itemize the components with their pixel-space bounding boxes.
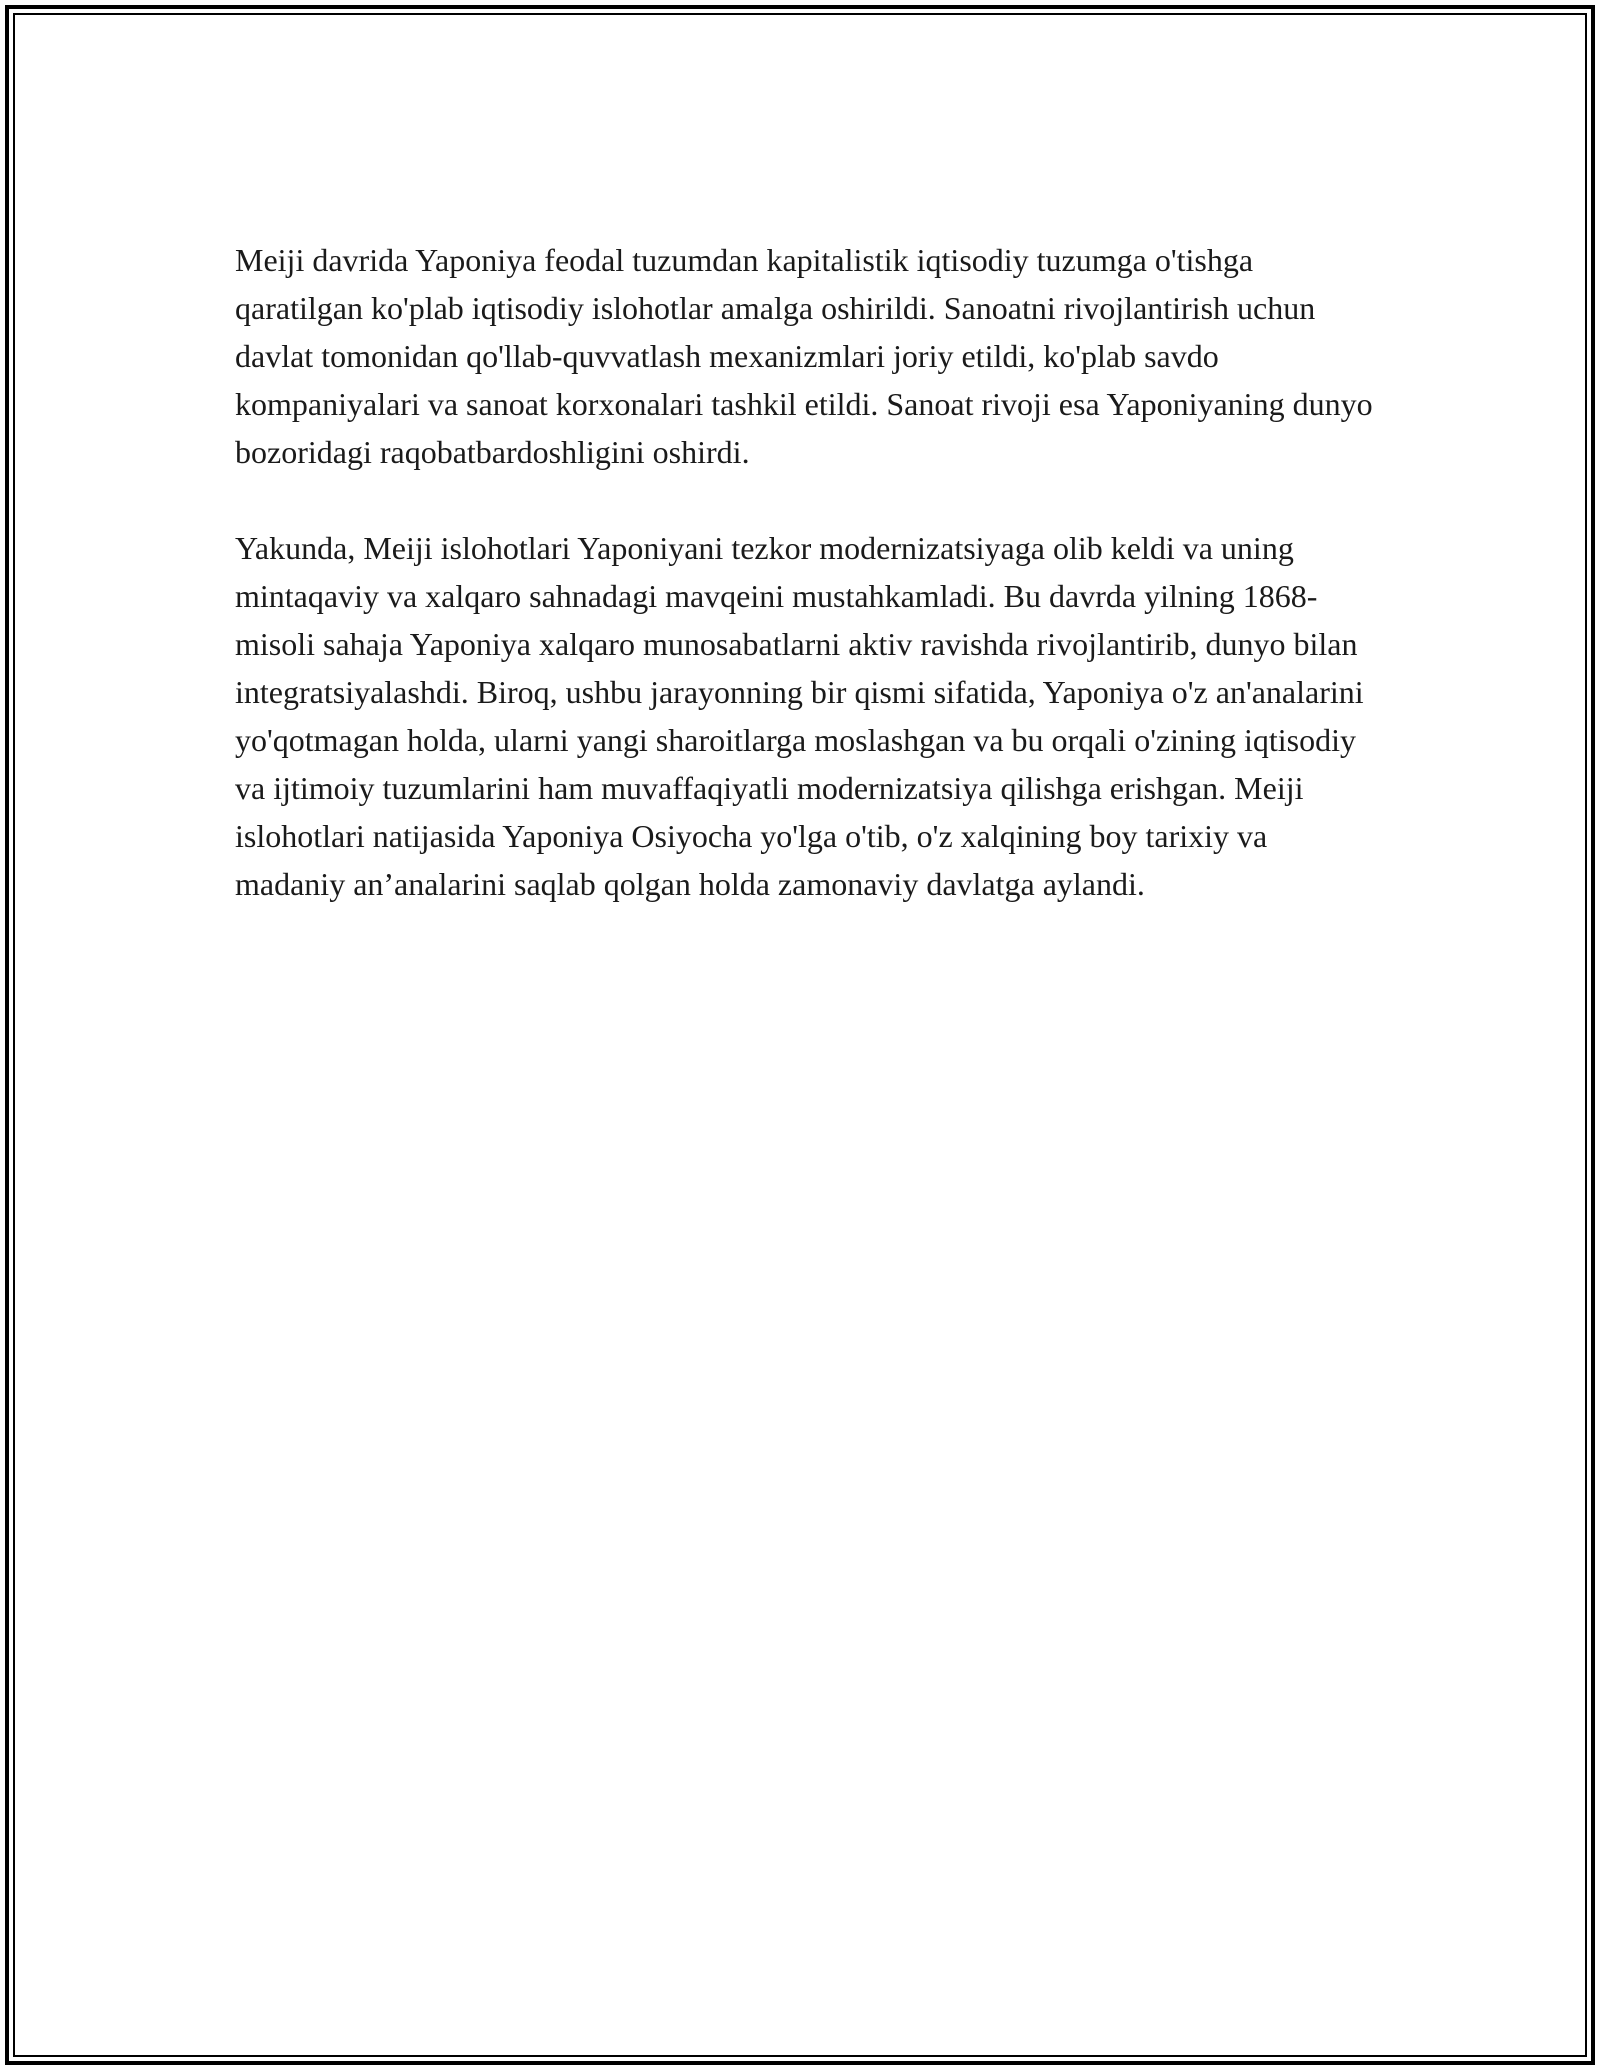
document-body — [235, 236, 1375, 956]
paragraph-1: Meiji davrida Yaponiya feodal tuzumdan kapitalistik iqtisodiy tuzumga o'tishga qaratilgan ko'plab iqtisodiy islohotlar amalga oshirildi. Sanoatni rivojlantirish uchun davlat tomonidan qo'llab-quvvatlash mexanizmlari joriy etildi, ko'plab savdo kompaniyalari va sanoat korxonalari tashkil etildi. Sanoat rivoji esa Yaponiyaning dunyo bozoridagi raqobatbardoshligini oshirdi. — [235, 242, 1373, 470]
paragraph-2: Yakunda, Meiji islohotlari Yaponiyani tezkor modernizatsiyaga olib keldi va uning mintaqaviy va xalqaro sahnadagi mavqeini mustahkamladi. Bu davrda yilning 1868-misoli sahaja Yaponiya xalqaro munosabatlarni aktiv ravishda rivojlantirib, dunyo bilan integratsiyalashdi. Biroq, ushbu jarayonning bir qismi sifatida, Yaponiya o'z an'analarini yo'qotmagan holda, ularni yangi sharoitlarga moslashgan va bu orqali o'zining iqtisodiy va ijtimoiy tuzumlarini ham muvaffaqiyatli modernizatsiya qilishga erishgan. Meiji islohotlari natijasida Yaponiya Osiyocha yo'lga o'tib, o'z xalqining boy tarixiy va madaniy an’analarini saqlab qolgan holda zamonaviy davlatga aylandi. — [235, 530, 1364, 902]
